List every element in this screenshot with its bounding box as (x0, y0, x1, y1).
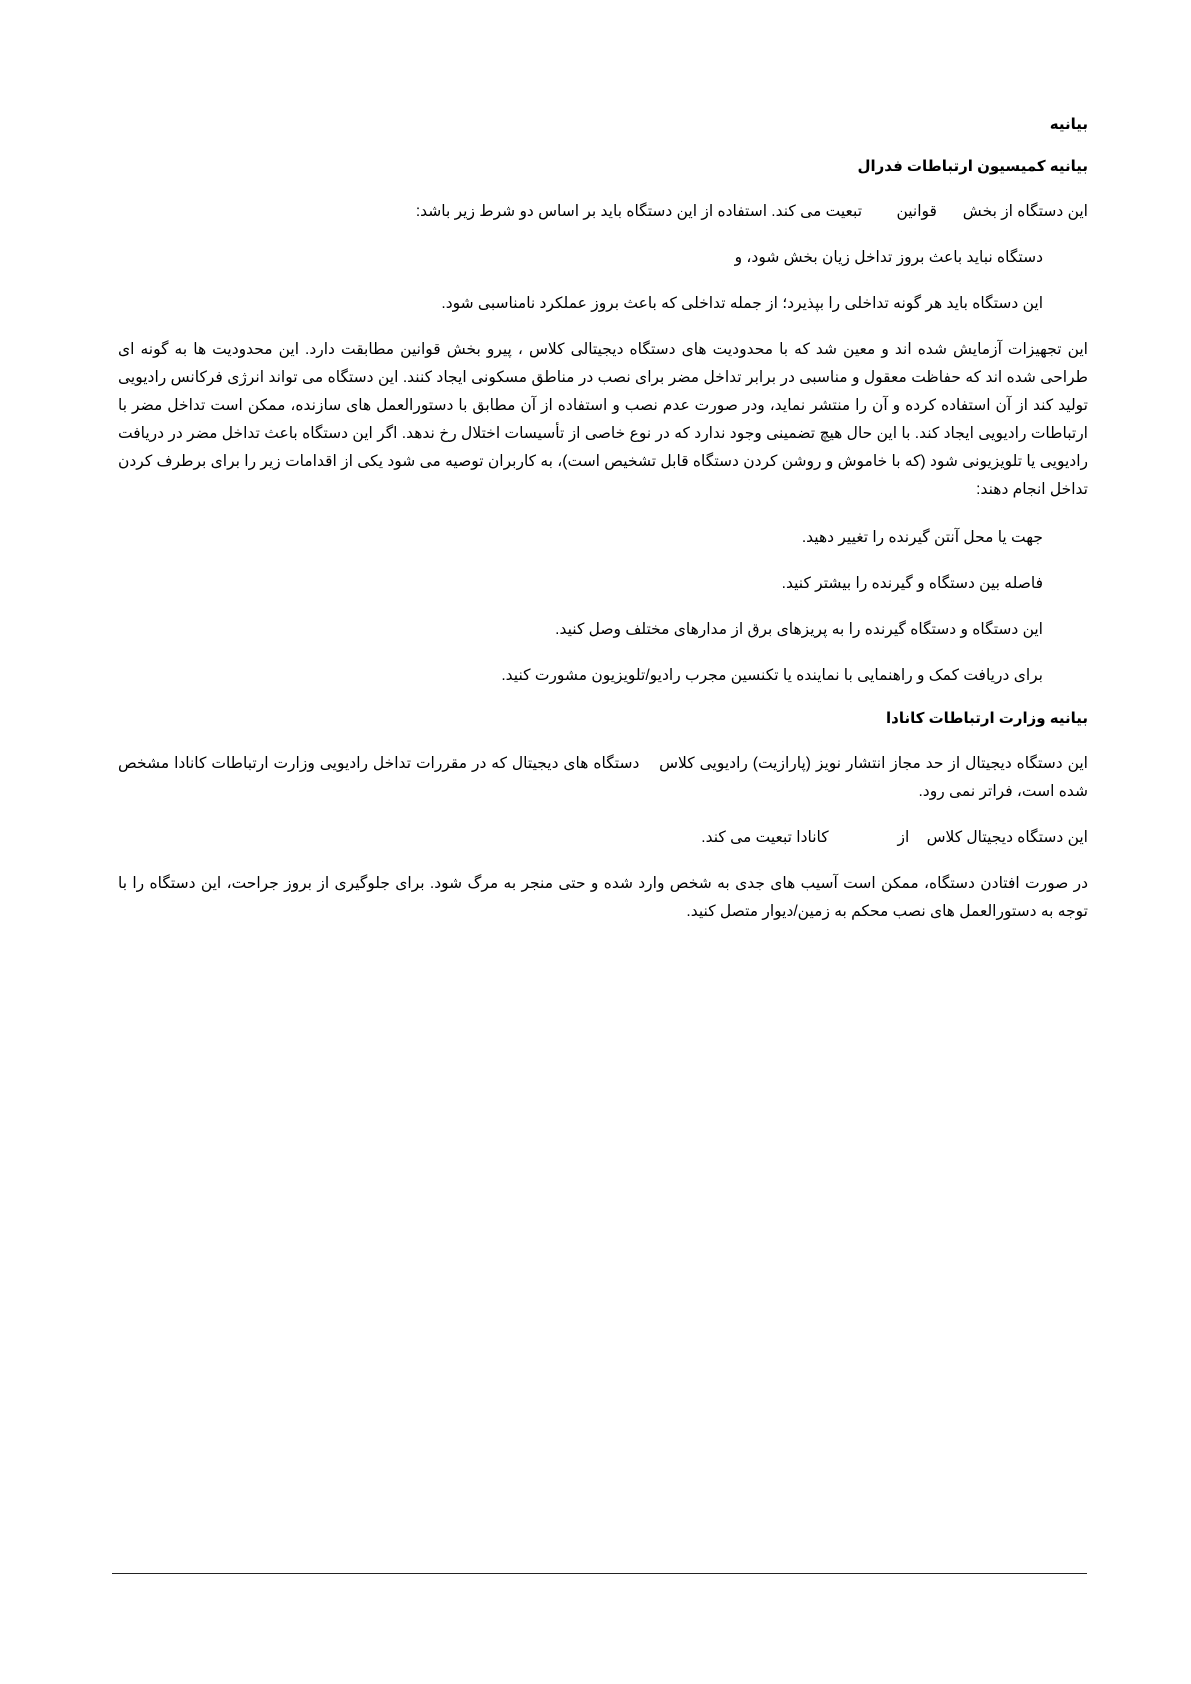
fcc-measure-3: این دستگاه و دستگاه گیرنده را به پریزهای برق از مدارهای مختلف وصل کنید. (555, 621, 1043, 638)
canada-paragraph-1: این دستگاه دیجیتال از حد مجاز انتشار نویز (پارازیت) رادیویی کلاس دستگاه های دیجیتال که در مقررات تداخل رادیویی وزارت ارتباطات کانادا مشخص شده است، فراتر نمی رود. (113, 755, 1088, 800)
document-content (113, 112, 1088, 926)
canada-paragraph-2: این دستگاه دیجیتال کلاس از کانادا تبعیت می کند. (701, 829, 1088, 846)
fcc-intro: این دستگاه از بخش قوانین تبعیت می کند. استفاده از این دستگاه باید بر اساس دو شرط زیر باشد: (415, 203, 1088, 220)
fcc-measure-1: جهت یا محل آنتن گیرنده را تغییر دهید. (801, 529, 1043, 546)
fcc-heading: بیانیه کمیسیون ارتباطات فدرال (857, 158, 1088, 175)
fcc-condition-1: دستگاه نباید باعث بروز تداخل زیان بخش شود، و (734, 249, 1043, 266)
canada-warning: در صورت افتادن دستگاه، ممکن است آسیب های جدی به شخص وارد شده و حتی منجر به مرگ شود. برای جلوگیری از بروز جراحت، این دستگاه را با توجه به دستورالعمل های نصب محکم به زمین/دیوار متصل کنید. (118, 875, 1088, 920)
fcc-measure-2: فاصله بین دستگاه و گیرنده را بیشتر کنید. (781, 575, 1043, 592)
canada-heading: بیانیه وزارت ارتباطات کانادا (885, 710, 1088, 727)
fcc-measure-4: برای دریافت کمک و راهنمایی با نماینده یا تکنسین مجرب رادیو/تلویزیون مشورت کنید. (501, 667, 1043, 684)
fcc-body-paragraph: این تجهیزات آزمایش شده اند و معین شد که با محدودیت های دستگاه دیجیتالی کلاس ، پیرو بخش قوانین مطابقت دارد. این محدودیت ها به گونه ای طراحی شده اند که حفاظت معقول و مناسبی در برابر تداخل مضر برای نصب در مناطق مسکونی ایجاد کنند. این دستگاه می تواند انرژی فرکانس رادیویی تولید کند از آن استفاده کرده و آن را منتشر نماید، ودر صورت عدم نصب و استفاده از آن مطابق با دستورالعمل های سازنده، ممکن است تداخل مضر با ارتباطات رادیویی ایجاد کند. با این حال هیچ تضمینی وجود ندارد که در نوع خاصی از تأسیسات اختلال رخ ندهد. اگر این دستگاه باعث تداخل مضر در دریافت رادیویی یا تلویزیونی شود (که با خاموش و روشن کردن دستگاه قابل تشخیص است)، به کاربران توصیه می شود یکی از اقدامات زیر را برای برطرف کردن تداخل انجام دهند: (118, 341, 1088, 498)
fcc-condition-2: این دستگاه باید هر گونه تداخلی را بپذیرد؛ از جمله تداخلی که باعث بروز عملکرد نامناسبی شود. (441, 295, 1043, 312)
footer-divider (112, 1573, 1087, 1574)
document-title: بیانیه (1049, 116, 1088, 133)
